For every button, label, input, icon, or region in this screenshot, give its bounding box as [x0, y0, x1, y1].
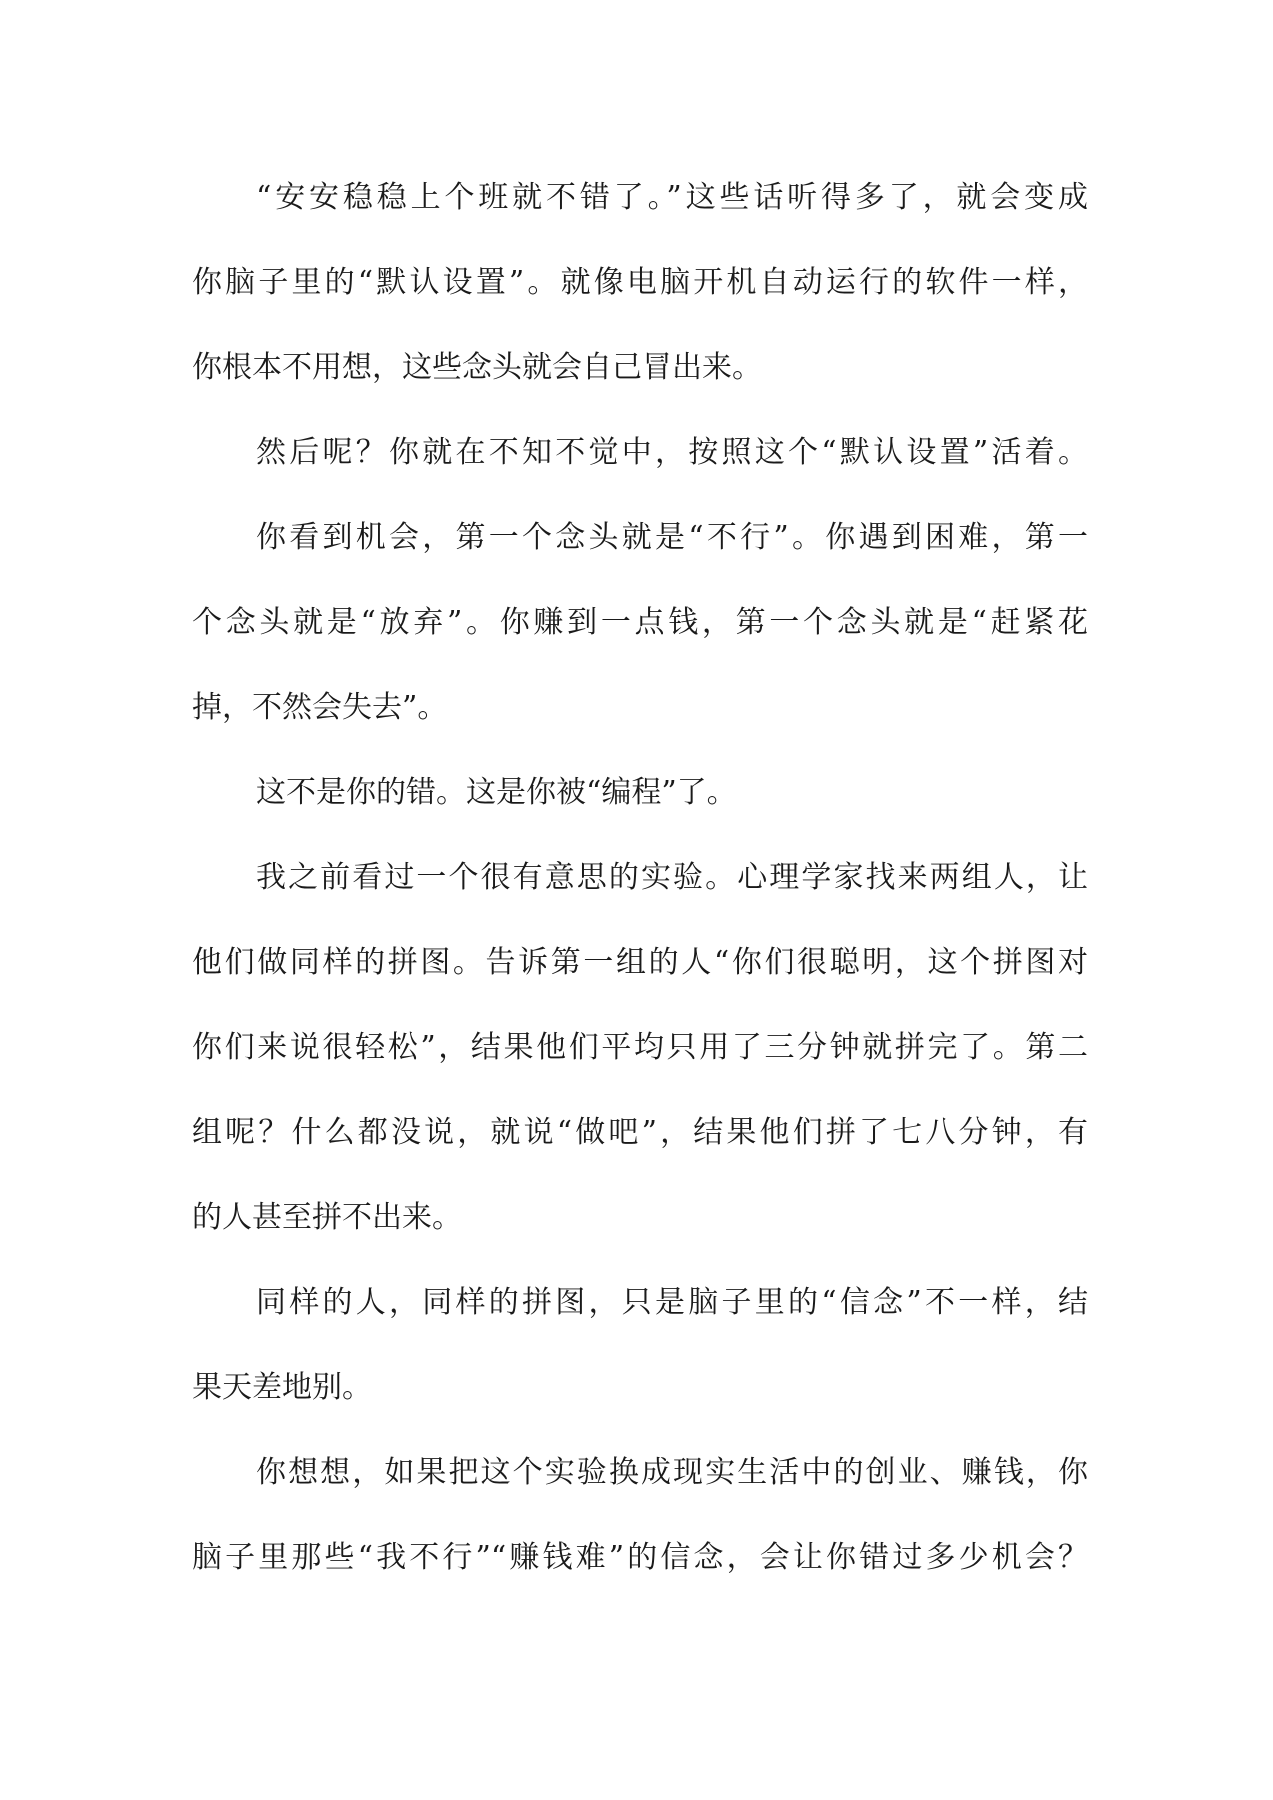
text-line: 果天差地别。: [192, 1370, 372, 1405]
text-line: “安安稳稳上个班就不错了。”这些话听得多了，就会变成: [256, 180, 1088, 215]
text-line: 你根本不用想，这些念头就会自己冒出来。: [192, 350, 762, 385]
text-line: 组呢？什么都没说，就说“做吧”，结果他们拼了七八分钟，有: [192, 1115, 1088, 1150]
text-line: 你看到机会，第一个念头就是“不行”。你遇到困难，第一: [256, 520, 1088, 555]
text-line: 的人甚至拼不出来。: [192, 1200, 462, 1235]
text-line: 然后呢？你就在不知不觉中，按照这个“默认设置”活着。: [256, 435, 1088, 470]
text-line: 我之前看过一个很有意思的实验。心理学家找来两组人，让: [256, 860, 1088, 895]
text-line: 同样的人，同样的拼图，只是脑子里的“信念”不一样，结: [256, 1285, 1088, 1320]
text-line: 你想想，如果把这个实验换成现实生活中的创业、赚钱，你: [256, 1455, 1088, 1490]
text-line: 个念头就是“放弃”。你赚到一点钱，第一个念头就是“赶紧花: [192, 605, 1088, 640]
text-line: 掉，不然会失去”。: [192, 690, 448, 725]
text-line: 他们做同样的拼图。告诉第一组的人“你们很聪明，这个拼图对: [192, 945, 1088, 980]
text-line: 你脑子里的“默认设置”。就像电脑开机自动运行的软件一样，: [192, 265, 1088, 300]
text-line: 这不是你的错。这是你被“编程”了。: [256, 775, 737, 810]
body-text: [192, 168, 1088, 1613]
text-line: 脑子里那些“我不行”“赚钱难”的信念，会让你错过多少机会？: [192, 1540, 1088, 1575]
text-line: 你们来说很轻松”，结果他们平均只用了三分钟就拼完了。第二: [192, 1030, 1088, 1065]
